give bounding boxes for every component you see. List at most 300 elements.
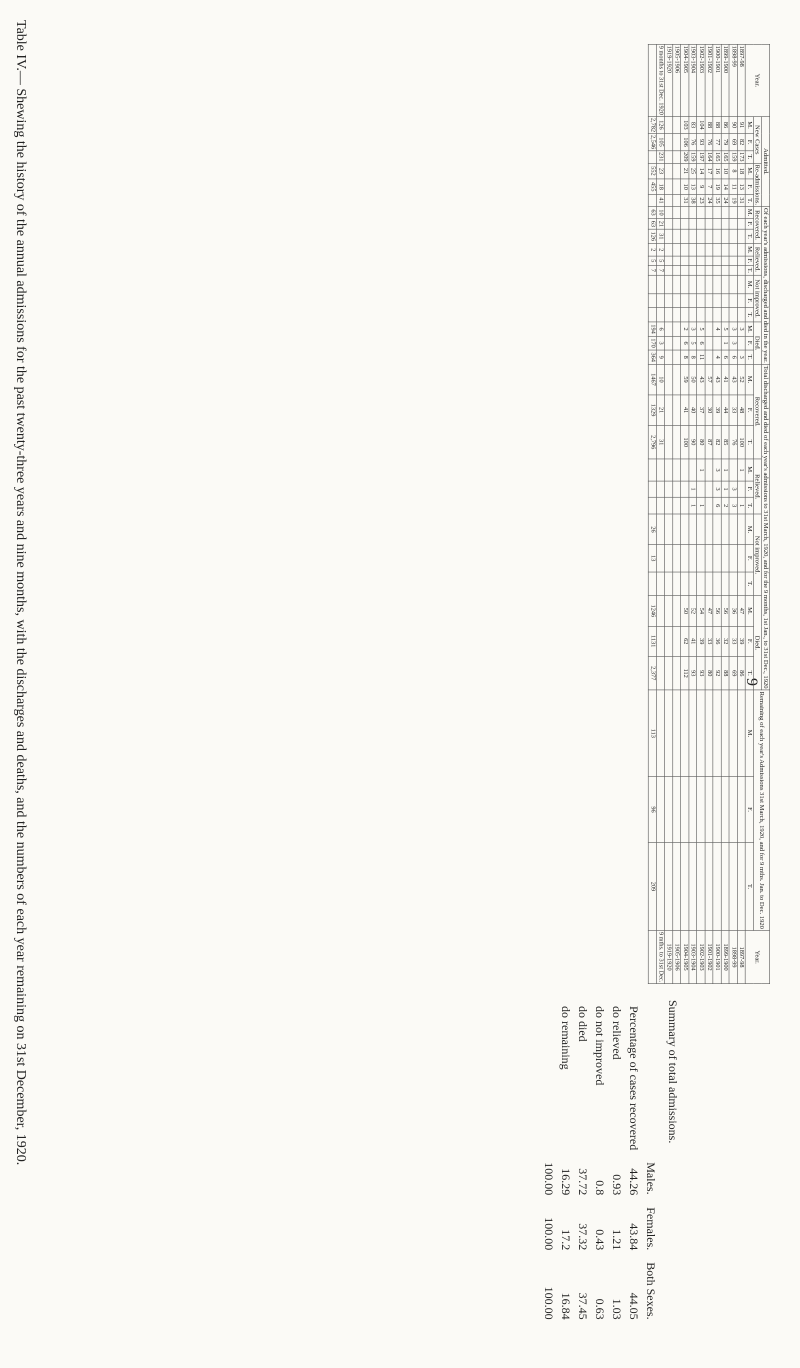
table-cell	[697, 256, 705, 265]
table-cell: 19	[713, 179, 721, 195]
table-cell: 24	[705, 195, 713, 207]
table-cell: 82	[713, 425, 721, 459]
table-cell	[713, 229, 721, 243]
table-cell	[689, 229, 697, 243]
table-cell: 164	[706, 152, 713, 162]
table-cell: 7	[705, 179, 713, 195]
table-cell: 5	[697, 322, 705, 336]
table-cell	[673, 151, 681, 163]
table-cell: 41	[681, 395, 689, 426]
table-cell	[721, 545, 729, 572]
subcol-f: F.	[745, 336, 753, 350]
page-number: 9	[743, 678, 760, 686]
table-cell	[665, 545, 673, 572]
table-cell	[673, 229, 681, 243]
totals-cell: 1131	[649, 626, 657, 656]
table-cell	[689, 265, 697, 275]
table-cell	[729, 572, 737, 596]
subcol-m: M.	[745, 459, 753, 481]
table-cell	[673, 626, 681, 656]
subcol-f: F.	[745, 777, 753, 843]
table-cell	[737, 545, 745, 572]
table-cell	[657, 626, 665, 656]
table-cell	[729, 275, 737, 294]
table-cell: 3	[729, 497, 737, 514]
table-cell	[729, 690, 737, 776]
table-cell	[665, 336, 673, 350]
subcol-m: M.	[745, 116, 753, 133]
summary-box	[540, 1000, 680, 1340]
table-cell: 4	[713, 350, 721, 364]
mft-header-row	[745, 44, 753, 983]
table-cell: 23	[697, 195, 705, 207]
table-cell	[697, 206, 705, 218]
table-cell	[689, 275, 697, 294]
summary-value: 37.45	[576, 1292, 590, 1320]
table-cell: 10	[681, 179, 689, 195]
table-cell	[681, 514, 689, 545]
table-label: Table IV.—	[13, 20, 28, 85]
table-cell: 76	[689, 134, 697, 151]
table-cell: 31	[681, 195, 689, 207]
totals-cell	[649, 497, 657, 514]
table-cell	[665, 244, 673, 257]
summary-row	[591, 1000, 608, 1326]
col-new-cases: New Cases	[754, 116, 762, 163]
table-cell	[689, 572, 697, 596]
row-year: 9 months to 31st Dec. 1920	[657, 45, 665, 115]
totals-cell	[649, 481, 657, 497]
totals-cell: 63	[649, 206, 657, 218]
table-cell	[689, 459, 697, 481]
table-cell: 2	[657, 244, 665, 257]
table-cell: 9	[697, 179, 705, 195]
table-cell: 39	[737, 626, 745, 656]
table-cell	[721, 244, 729, 257]
table-cell	[665, 481, 673, 497]
table-cell: 18	[737, 163, 745, 179]
table-cell: 43	[729, 364, 737, 395]
table-cell: 54	[697, 596, 705, 627]
col-readmissions: Re-admissions.	[754, 164, 762, 205]
table-cell	[729, 206, 737, 218]
table-heading	[12, 20, 28, 1340]
table-cell: 3	[657, 336, 665, 350]
table-cell: 62	[681, 626, 689, 656]
subcol-t: T.	[745, 350, 753, 364]
totals-cell: 126	[649, 229, 657, 243]
table-cell: 14	[721, 179, 729, 195]
totals-cell	[649, 294, 657, 308]
table-cell	[737, 219, 745, 230]
table-cell	[657, 459, 665, 481]
table-cell	[705, 459, 713, 481]
table-cell: 80	[705, 656, 713, 690]
table-cell	[681, 459, 689, 481]
table-cell	[713, 842, 721, 930]
summary-value: 37.32	[576, 1223, 590, 1251]
table-cell: 82	[737, 134, 745, 151]
table-cell: 197	[698, 152, 705, 162]
table-cell	[721, 275, 729, 294]
table-cell: 11	[697, 350, 705, 364]
table-cell: 1902-1903	[697, 930, 705, 983]
table-cell	[737, 244, 745, 257]
table-cell: 1898-99	[729, 930, 737, 983]
table-cell	[665, 425, 673, 459]
table-cell: 8	[681, 350, 689, 364]
table-cell	[705, 294, 713, 308]
table-cell: 9 mths. to 31st Dec.	[657, 931, 665, 983]
table-cell	[729, 514, 737, 545]
totals-cell: 209	[649, 842, 657, 930]
table-cell: 11	[729, 179, 737, 195]
subcol-m: M.	[745, 364, 753, 395]
table-cell	[697, 294, 705, 308]
summary-col-males: Males.	[644, 1162, 658, 1195]
table-cell: 59	[681, 364, 689, 395]
table-cell	[737, 275, 745, 294]
table-cell: 6	[681, 336, 689, 350]
table-cell	[665, 842, 673, 930]
table-cell	[705, 244, 713, 257]
table-cell: 1	[689, 481, 697, 497]
table-cell: 50	[681, 596, 689, 627]
subcol-f: F.	[745, 134, 753, 151]
table-cell	[721, 514, 729, 545]
table-cell	[665, 626, 673, 656]
table-cell	[689, 308, 697, 322]
table-cell	[697, 481, 705, 497]
table-cell	[665, 134, 673, 151]
table-cell: 10	[721, 163, 729, 179]
summary-value: 1.21	[610, 1229, 624, 1251]
table-cell	[665, 459, 673, 481]
summary-row	[608, 1000, 625, 1326]
subcol-f: F.	[745, 179, 753, 195]
table-cell	[665, 151, 673, 163]
table-cell: 40	[689, 395, 697, 426]
table-cell: 3	[729, 336, 737, 350]
table-cell	[673, 395, 681, 426]
table-cell: 44	[721, 395, 729, 426]
table-cell	[665, 690, 673, 776]
table-cell: 93	[697, 656, 705, 690]
summary-label: Percentage of cases recovered	[627, 1006, 641, 1151]
totals-cell: 2,377	[649, 656, 657, 690]
table-cell: 4	[713, 322, 721, 336]
table-cell	[673, 134, 681, 151]
table-cell	[681, 497, 689, 514]
table-cell: 93	[697, 134, 705, 151]
totals-cell: 1467	[649, 364, 657, 395]
table-cell	[665, 265, 673, 275]
totals-cell	[649, 572, 657, 596]
table-cell	[705, 777, 713, 843]
table-cell: 76	[729, 425, 737, 459]
subcol-t: T.	[745, 229, 753, 243]
table-cell: 90	[689, 425, 697, 459]
table-cell	[705, 322, 713, 336]
table-cell	[721, 572, 729, 596]
table-cell: 10	[657, 364, 665, 395]
table-cell	[673, 336, 681, 350]
table-cell: 100	[737, 425, 745, 459]
table-cell: 91	[737, 116, 745, 133]
summary-label: do not improved	[593, 1006, 607, 1086]
table-cell	[665, 497, 673, 514]
table-cell: 3	[713, 459, 721, 481]
table-cell	[657, 497, 665, 514]
table-cell	[729, 308, 737, 322]
table-cell	[673, 350, 681, 364]
row-year: 1905-1906	[673, 44, 681, 116]
table-cell	[681, 275, 689, 294]
subcol-m: M.	[745, 596, 753, 627]
table-cell	[737, 514, 745, 545]
summary-title: Summary of total admissions.	[666, 1000, 680, 1144]
summary-value: 17.2	[559, 1229, 573, 1251]
totals-cell: 1329	[649, 395, 657, 426]
table-cell	[665, 219, 673, 230]
table-cell	[689, 690, 697, 776]
table-cell: 33	[729, 626, 737, 656]
totals-cell: 364	[649, 350, 657, 364]
table-cell: 83	[689, 116, 697, 133]
table-cell	[729, 229, 737, 243]
col-not-improved: Not improved.	[754, 275, 762, 322]
table-cell	[657, 690, 665, 776]
totals-cell: 13	[649, 545, 657, 572]
table-cell: 69	[729, 134, 737, 151]
table-cell	[665, 322, 673, 336]
table-cell	[673, 322, 681, 336]
table-cell: 8	[729, 163, 737, 179]
col-of-each-year: Of each year's admissions, discharged and died in the year.	[762, 207, 770, 363]
summary-row	[574, 1000, 591, 1326]
table-cell	[673, 256, 681, 265]
table-cell: 93	[689, 656, 697, 690]
table-cell: 6	[729, 350, 737, 364]
table-cell	[713, 275, 721, 294]
table-cell	[665, 350, 673, 364]
table-cell: 31	[657, 229, 665, 243]
table-cell	[697, 229, 705, 243]
col-total-discharged: Total discharged and died of each year's admissions to 31st March, 1920, and for the 9 months, 1st Jan., to 31st Dec., 1920	[762, 365, 770, 689]
table-cell	[713, 514, 721, 545]
table-cell: 14	[697, 163, 705, 179]
summary-value: 100.00	[542, 1286, 556, 1320]
totals-cell: 2,546	[649, 135, 657, 150]
table-cell	[737, 336, 745, 350]
table-cell: 86	[721, 116, 729, 133]
table-cell	[713, 690, 721, 776]
table-cell	[673, 481, 681, 497]
table-cell	[705, 350, 713, 364]
subcol-t: T.	[745, 195, 753, 207]
subcol-m: M.	[745, 206, 753, 218]
table-cell	[729, 244, 737, 257]
table-cell	[673, 690, 681, 776]
table-cell: 50	[689, 364, 697, 395]
table-cell	[713, 256, 721, 265]
table-cell: 173	[738, 152, 746, 162]
table-cell: 1	[721, 336, 729, 350]
table-cell: 1	[721, 459, 729, 481]
table-cell	[673, 116, 681, 133]
table-cell	[729, 777, 737, 843]
subcol-m: M.	[745, 275, 753, 294]
table-row	[713, 44, 721, 983]
subcol-f: F.	[745, 219, 753, 230]
subcol-f: F.	[745, 481, 753, 497]
table-cell: 1901-1902	[705, 930, 713, 983]
table-cell: 35	[713, 195, 721, 207]
subcol-f: F.	[745, 294, 753, 308]
subcol-f: F.	[745, 256, 753, 265]
summary-value: 100.00	[542, 1217, 556, 1251]
table-cell: 106	[681, 134, 689, 151]
table-cell	[705, 275, 713, 294]
table-cell: 1919-1920	[665, 930, 673, 983]
summary-value: 16.29	[559, 1168, 573, 1196]
summary-value: 0.43	[593, 1229, 607, 1251]
table-cell	[713, 265, 721, 275]
table-cell	[673, 425, 681, 459]
table-cell	[681, 244, 689, 257]
row-year: 1899-1900	[721, 44, 729, 116]
table-cell	[681, 265, 689, 275]
table-cell: 1	[697, 459, 705, 481]
totals-cell: 5	[649, 256, 657, 265]
table-cell: 209	[682, 152, 689, 162]
table-cell: 37	[697, 395, 705, 426]
subcol-t: T.	[745, 265, 753, 275]
table-cell: 231	[657, 152, 665, 162]
table-cell	[665, 514, 673, 545]
table-cell	[721, 690, 729, 776]
row-year: 1903-1904	[689, 44, 697, 116]
table-cell: 43	[697, 364, 705, 395]
row-year: 1900-1901	[713, 44, 721, 116]
summary-value: 0.93	[610, 1174, 624, 1196]
totals-cell	[649, 275, 657, 294]
col-recovered-2: Recovered.	[754, 364, 762, 459]
col-year: Year.	[745, 44, 769, 116]
table-cell	[729, 545, 737, 572]
table-cell	[737, 206, 745, 218]
summary-value: 44.26	[627, 1168, 641, 1196]
table-cell	[697, 244, 705, 257]
col-relieved: Relieved.	[754, 244, 762, 276]
table-cell: 30	[705, 395, 713, 426]
subcol-f: F.	[745, 626, 753, 656]
table-cell	[673, 459, 681, 481]
table-cell: 47	[705, 596, 713, 627]
table-cell: 1903-1904	[689, 930, 697, 983]
table-cell: 79	[721, 134, 729, 151]
table-cell	[729, 459, 737, 481]
table-cell: 13	[689, 179, 697, 195]
table-cell: 56	[721, 596, 729, 627]
col-not-improved-2: Not improved.	[754, 514, 762, 595]
totals-cell: 63	[649, 219, 657, 230]
table-cell	[673, 545, 681, 572]
table-cell	[737, 777, 745, 843]
admissions-table	[648, 44, 770, 984]
table-cell: 105	[657, 134, 665, 151]
table-cell	[689, 244, 697, 257]
table-row	[697, 44, 705, 983]
summary-value: 0.63	[593, 1298, 607, 1320]
table-cell	[697, 275, 705, 294]
table-cell	[713, 206, 721, 218]
table-cell: 36	[729, 596, 737, 627]
table-body	[649, 44, 746, 983]
subcol-m: M.	[745, 514, 753, 545]
table-cell	[681, 481, 689, 497]
table-cell	[673, 497, 681, 514]
table-cell: 103	[681, 116, 689, 133]
subcol-f: F.	[745, 545, 753, 572]
table-cell: 1	[721, 481, 729, 497]
table-cell	[721, 777, 729, 843]
table-cell	[681, 545, 689, 572]
table-cell	[657, 777, 665, 843]
table-cell	[697, 690, 705, 776]
table-cell	[673, 364, 681, 395]
totals-cell	[649, 459, 657, 481]
table-cell: 3	[713, 481, 721, 497]
subcol-t: T.	[745, 572, 753, 596]
totals-cell: 7	[649, 265, 657, 275]
table-cell: 3	[729, 322, 737, 336]
table-cell	[713, 777, 721, 843]
row-year: 1904-1905	[681, 44, 689, 116]
table-cell	[673, 842, 681, 930]
subcol-m: M.	[745, 244, 753, 257]
summary-label: do remaining	[559, 1006, 573, 1070]
table-cell	[681, 690, 689, 776]
table-cell	[665, 572, 673, 596]
table-cell	[713, 244, 721, 257]
totals-cell	[649, 930, 657, 983]
table-cell	[681, 256, 689, 265]
table-cell	[729, 219, 737, 230]
table-title: Shewing the history of the annual admissions for the past twenty-three years and nine months, with the discharges and deaths, and the numbers of each year remaining on 31st December, 1920.	[13, 88, 28, 1166]
summary-value: 100.00	[542, 1162, 556, 1196]
table-cell	[665, 229, 673, 243]
table-cell: 41	[721, 364, 729, 395]
table-cell: 5	[657, 256, 665, 265]
table-cell	[737, 842, 745, 930]
table-cell: 7	[657, 265, 665, 275]
totals-cell: 194	[649, 322, 657, 336]
totals-cell: 2,782	[649, 117, 657, 133]
totals-cell: 2,796	[649, 425, 657, 459]
table-cell: 57	[705, 364, 713, 395]
table-cell	[697, 572, 705, 596]
totals-label	[649, 44, 657, 116]
table-cell: 52	[689, 596, 697, 627]
table-cell: 31	[737, 195, 745, 207]
subcol-t: T.	[745, 497, 753, 514]
table-cell	[705, 265, 713, 275]
table-cell: 6	[713, 497, 721, 514]
table-cell	[673, 514, 681, 545]
table-cell: 165	[714, 152, 721, 162]
table-cell	[681, 777, 689, 843]
